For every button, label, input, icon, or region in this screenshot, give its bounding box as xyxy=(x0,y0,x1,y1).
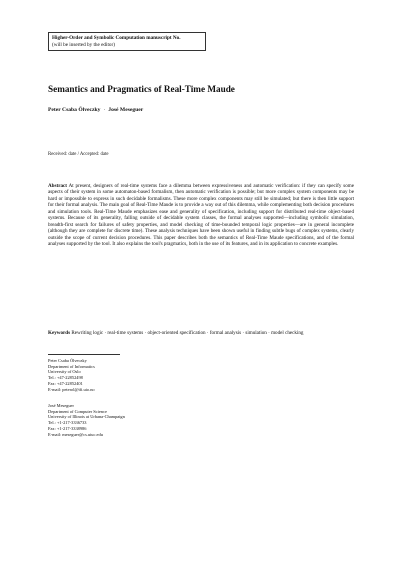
keywords-label: Keywords xyxy=(48,330,71,336)
affiliation-1 xyxy=(48,358,248,392)
received-date: Received: date / Accepted: date xyxy=(48,152,109,157)
journal-note: (will be inserted by the editor) xyxy=(52,41,115,48)
keywords xyxy=(48,330,354,336)
affiliation-2 xyxy=(48,403,248,437)
abstract xyxy=(48,183,354,248)
affiliation-1-email: E-mail: peterol@ifi.uio.no xyxy=(48,386,95,392)
journal-header-box xyxy=(48,32,206,51)
paper-title: Semantics and Pragmatics of Real-Time Maude xyxy=(48,84,235,94)
affiliation-2-email: E-mail: meseguer@cs.uiuc.edu xyxy=(48,431,103,437)
author-separator: · xyxy=(103,107,106,113)
journal-name: Higher-Order and Symbolic Computation manuscript No. xyxy=(52,35,181,41)
author-2: José Meseguer xyxy=(108,107,144,113)
affiliation-2-name: José Meseguer xyxy=(48,403,74,408)
footnote-rule xyxy=(48,354,120,355)
affiliation-1-fax: Fax: +47-22852401 xyxy=(48,380,83,386)
affiliation-2-dept: Department of Computer Science xyxy=(48,408,107,414)
affiliation-2-fax: Fax: +1-217-3338986 xyxy=(48,425,87,431)
affiliation-1-tel: Tel.: +47-22852498 xyxy=(48,375,83,381)
abstract-text: At present, designers of real-time systems face a dilemma between expressiveness and automatic verification: if they can specify some aspects of their system in some automaton-based formalism, then automatic verification is possible; but more complex system components may be hard or impossible to express in such decidable formalisms. These more complex components may still be simulated; but there is then little support for their formal analysis. The main goal of Real-Time Maude is to provide a way out of this dilemma, while complementing both decision procedures and simulation tools. Real-Time Maude emphasizes ease and generality of specification, including support for distributed real-time object-based systems. Because of its generality, falling outside of decidable system classes, the formal analyses supported—including symbolic simulation, breadth-first search for failures of safety properties, and model checking of time-bounded temporal logic properties—are in general incomplete (although they are complete for discrete time). These analysis techniques have been shown useful in finding subtle bugs of complex systems, clearly outside the scope of current decision procedures. This paper describes both the semantics of Real-Time Maude specifications, and of the formal analyses supported by the tool. It also explains the tool's pragmatics, both in the use of its features, and in its application to concrete examples. xyxy=(48,183,354,248)
affiliation-1-name: Peter Csaba Ölveczky xyxy=(48,358,87,363)
abstract-label: Abstract xyxy=(48,183,67,189)
author-line xyxy=(48,107,143,113)
author-1: Peter Csaba Ölveczky xyxy=(48,107,101,113)
affiliation-2-univ: University of Illinois at Urbana-Champaign xyxy=(48,414,125,420)
affiliation-1-univ: University of Oslo xyxy=(48,369,81,375)
affiliation-1-dept: Department of Informatics xyxy=(48,363,95,369)
keywords-text: Rewriting logic · real-time systems · object-oriented specification · formal analysis · simulation · model checking xyxy=(71,330,304,336)
affiliation-2-tel: Tel.: +1-217-3336733 xyxy=(48,420,87,426)
